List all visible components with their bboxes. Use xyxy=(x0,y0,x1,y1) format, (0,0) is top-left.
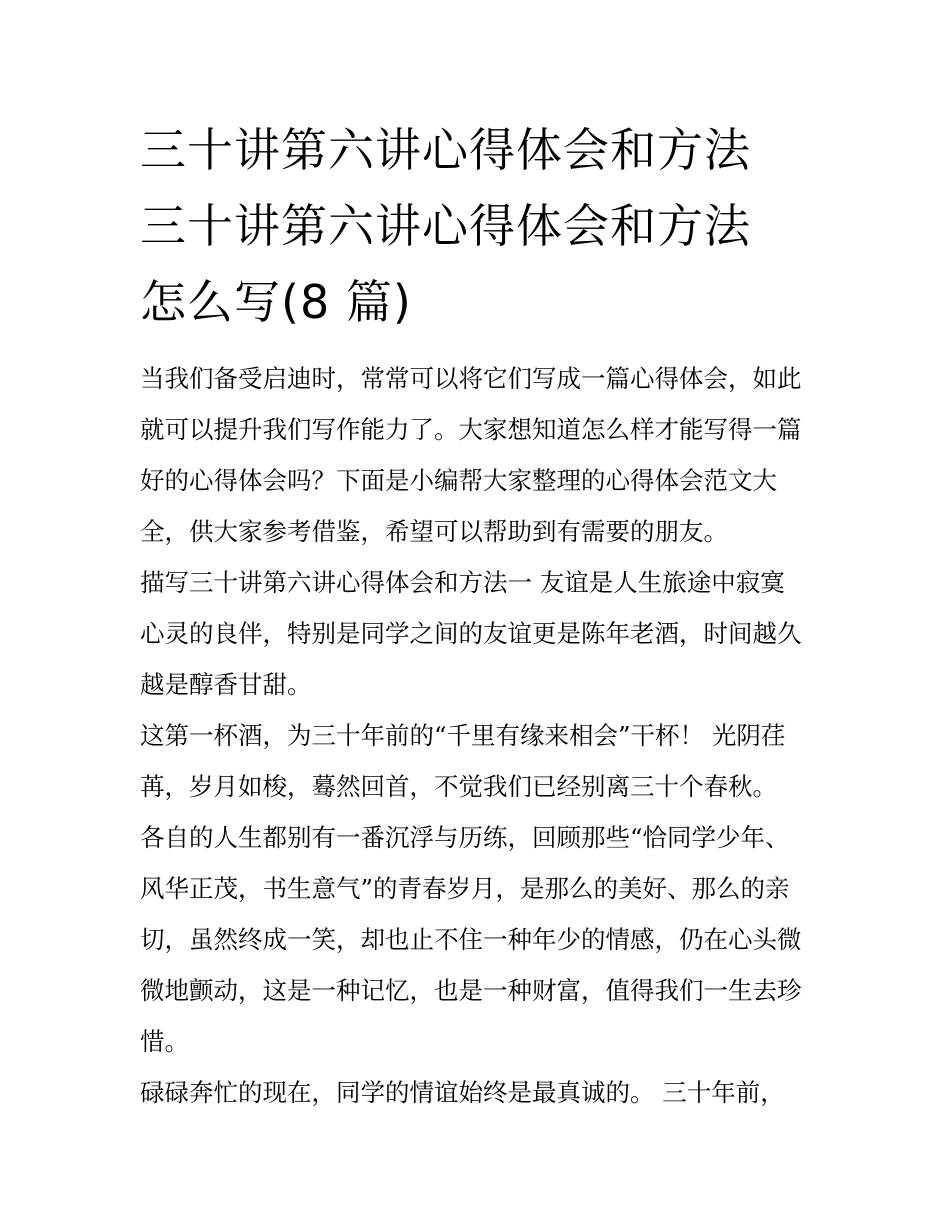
body-line: 惜。 xyxy=(140,1027,189,1056)
body-line: 好的心得体会吗？下面是小编帮大家整理的心得体会范文大 xyxy=(140,466,777,495)
document-body xyxy=(140,353,820,1118)
body-line: 各自的人生都别有一番沉浮与历练，回顾那些“恰同学少年、 xyxy=(140,823,790,852)
body-line: 心灵的良伴，特别是同学之间的友谊更是陈年老酒，时间越久 xyxy=(140,619,802,648)
title-line-1: 三十讲第六讲心得体会和方法 xyxy=(140,123,751,177)
title-line-3: 怎么写(8 篇) xyxy=(140,275,412,329)
body-line: 越是醇香甘甜。 xyxy=(140,670,312,699)
title-line-2: 三十讲第六讲心得体会和方法 xyxy=(140,199,751,253)
body-line: 苒，岁月如梭，蓦然回首，不觉我们已经别离三十个春秋。 xyxy=(140,772,777,801)
body-line: 当我们备受启迪时，常常可以将它们写成一篇心得体会，如此 xyxy=(140,364,802,393)
body-line: 切，虽然终成一笑，却也止不住一种年少的情感，仍在心头微 xyxy=(140,925,802,954)
document-title xyxy=(140,112,820,340)
body-line: 微地颤动，这是一种记忆，也是一种财富，值得我们一生去珍 xyxy=(140,976,802,1005)
body-line: 碌碌奔忙的现在，同学的情谊始终是最真诚的。 三十年前， xyxy=(140,1078,785,1107)
body-line: 描写三十讲第六讲心得体会和方法一 友谊是人生旅途中寂寞 xyxy=(140,568,785,597)
body-line: 这第一杯酒，为三十年前的“千里有缘来相会”干杯！ 光阴荏 xyxy=(140,721,786,750)
body-line: 风华正茂，书生意气”的青春岁月，是那么的美好、那么的亲 xyxy=(140,874,790,903)
body-line: 全，供大家参考借鉴，希望可以帮助到有需要的朋友。 xyxy=(140,517,728,546)
body-line: 就可以提升我们写作能力了。大家想知道怎么样才能写得一篇 xyxy=(140,415,802,444)
